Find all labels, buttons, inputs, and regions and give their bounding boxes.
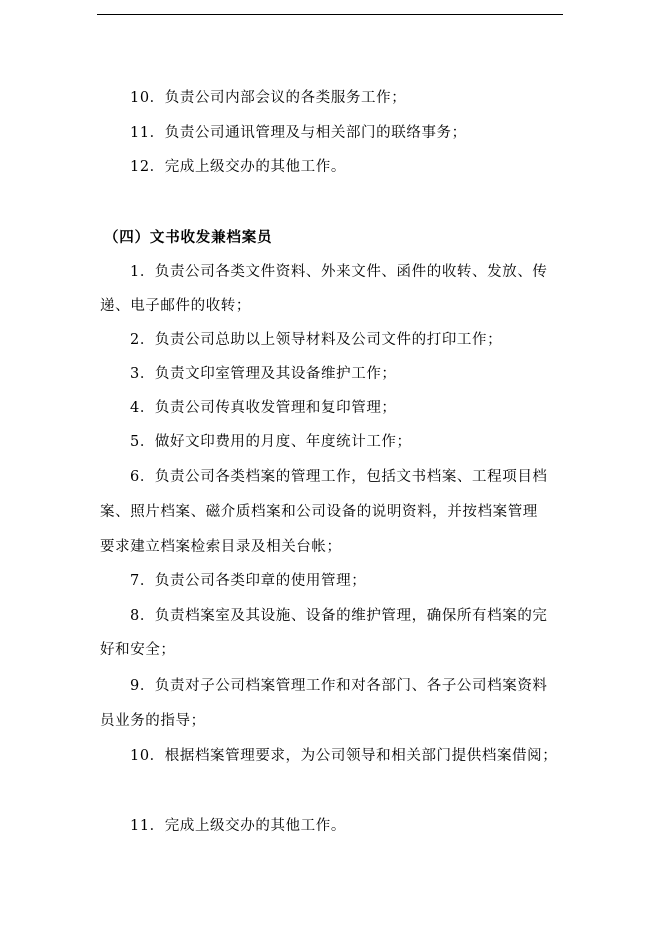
list-item: 11．完成上级交办的其他工作。 <box>130 818 346 834</box>
list-item: 10．根据档案管理要求，为公司领导和相关部门提供档案借阅； <box>130 748 558 764</box>
list-item: 2．负责公司总助以上领导材料及公司文件的打印工作； <box>130 332 503 348</box>
list-item: 9．负责对子公司档案管理工作和对各部门、各子公司档案资料 <box>130 678 548 694</box>
list-item: 4．负责公司传真收发管理和复印管理； <box>130 400 397 416</box>
list-item: 11．负责公司通讯管理及与相关部门的联络事务； <box>130 125 467 141</box>
list-item: 7．负责公司各类印章的使用管理； <box>130 573 367 589</box>
list-item: 3．负责文印室管理及其设备维护工作； <box>130 366 397 382</box>
list-item: 10．负责公司内部会议的各类服务工作； <box>130 90 407 106</box>
header-rule <box>97 14 563 15</box>
list-item-continuation: 要求建立档案检索目录及相关台帐； <box>100 539 342 555</box>
list-item: 6．负责公司各类档案的管理工作，包括文书档案、工程项目档 <box>130 469 548 485</box>
list-item-continuation: 好和安全； <box>100 642 176 658</box>
list-item: 1．负责公司各类文件资料、外来文件、函件的收转、发放、传 <box>130 264 548 280</box>
list-item-continuation: 递、电子邮件的收转； <box>100 298 251 314</box>
list-item-continuation: 员业务的指导； <box>100 713 206 729</box>
section-heading: （四）文书收发兼档案员 <box>104 229 273 246</box>
list-item: 5．做好文印费用的月度、年度统计工作； <box>130 434 412 450</box>
list-item: 12．完成上级交办的其他工作。 <box>130 159 346 175</box>
list-item-continuation: 案、照片档案、磁介质档案和公司设备的说明资料，并按档案管理 <box>100 504 538 520</box>
list-item: 8．负责档案室及其设施、设备的维护管理，确保所有档案的完 <box>130 608 548 624</box>
